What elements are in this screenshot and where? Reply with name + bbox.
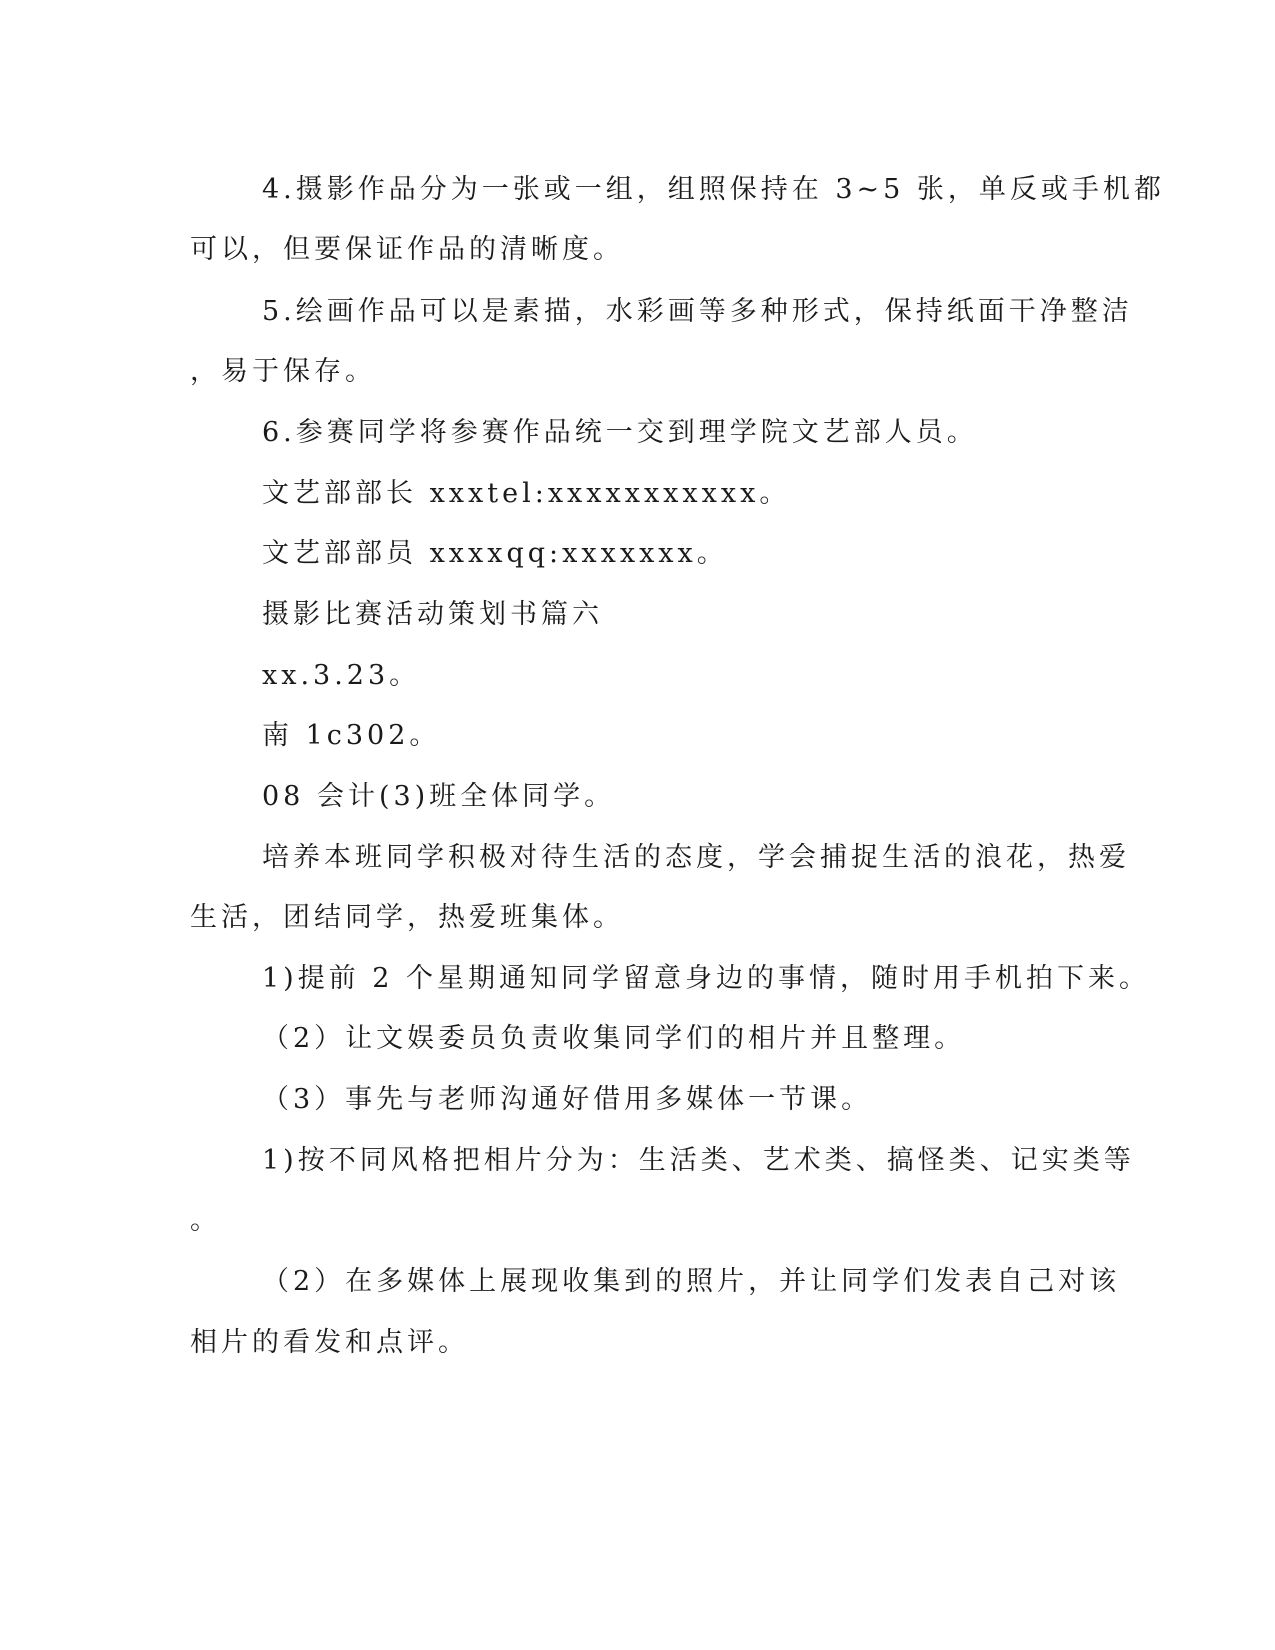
- process-step-2-line-2: 相片的看发和点评。: [190, 1327, 469, 1358]
- process-step-2-line-1: （2）在多媒体上展现收集到的照片，并让同学们发表自己对该: [262, 1266, 1121, 1297]
- prep-step-3: （3）事先与老师沟通好借用多媒体一节课。: [262, 1084, 873, 1115]
- prep-step-1: 1)提前 2 个星期通知同学留意身边的事情，随时用手机拍下来。: [262, 963, 1151, 994]
- prep-step-2: （2）让文娱委员负责收集同学们的相片并且整理。: [262, 1023, 966, 1054]
- contact-member: 文艺部部员 xxxxqq:xxxxxxx。: [262, 538, 728, 569]
- contact-minister: 文艺部部长 xxxtel:xxxxxxxxxxx。: [262, 478, 791, 509]
- paragraph-submission: 6.参赛同学将参赛作品统一交到理学院文艺部人员。: [262, 417, 978, 448]
- process-step-1-line-2: 。: [190, 1205, 221, 1236]
- paragraph-photo-works-line-1: 4.摄影作品分为一张或一组，组照保持在 3~5 张，单反或手机都: [262, 174, 1165, 205]
- paragraph-purpose-line-2: 生活，团结同学，热爱班集体。: [190, 902, 624, 933]
- section-heading: 摄影比赛活动策划书篇六: [262, 599, 603, 630]
- paragraph-painting-works-line-1: 5.绘画作品可以是素描，水彩画等多种形式，保持纸面干净整洁: [262, 296, 1133, 327]
- paragraph-purpose-line-1: 培养本班同学积极对待生活的态度，学会捕捉生活的浪花，热爱: [262, 842, 1130, 873]
- event-location: 南 1c302。: [262, 720, 441, 751]
- paragraph-painting-works-line-2: ，易于保存。: [190, 356, 376, 387]
- event-participants: 08 会计(3)班全体同学。: [262, 781, 616, 812]
- process-step-1-line-1: 1)按不同风格把相片分为：生活类、艺术类、搞怪类、记实类等: [262, 1145, 1135, 1176]
- paragraph-photo-works-line-2: 可以，但要保证作品的清晰度。: [190, 234, 624, 265]
- event-date: xx.3.23。: [262, 660, 421, 691]
